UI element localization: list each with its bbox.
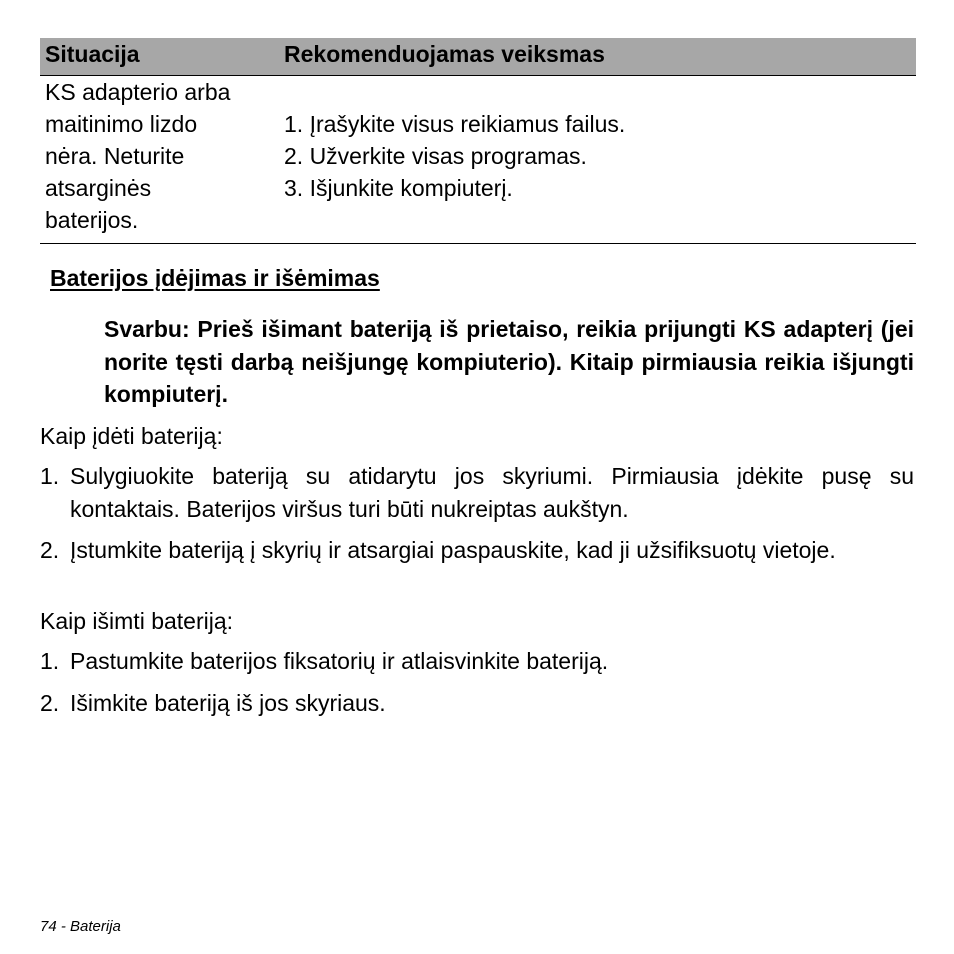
- section-title: Baterijos įdėjimas ir išėmimas: [50, 265, 380, 291]
- action-item: 2. Užverkite visas programas.: [284, 143, 587, 169]
- situation-line: atsarginės: [45, 175, 152, 201]
- situation-line: maitinimo lizdo: [45, 111, 198, 137]
- step-number: 1.: [40, 463, 60, 489]
- list-item: [40, 534, 914, 567]
- troubleshooting-table: [40, 38, 916, 244]
- table-header: [40, 38, 916, 76]
- header-recommended-action: Rekomenduojamas veiksmas: [284, 41, 605, 67]
- insert-steps: [40, 460, 914, 567]
- step-number: 1.: [40, 648, 60, 674]
- important-note: Svarbu: Prieš išimant bateriją iš prietaiso, reikia prijungti KS adapterį (jei norite tęsti darbą neišjungę kompiuterio). Kitaip pirmiausia reikia išjungti kompiuterį.: [104, 316, 914, 407]
- step-text: Išimkite bateriją iš jos skyriaus.: [70, 689, 386, 716]
- page-footer: 74 - Baterija: [40, 918, 121, 935]
- step-text: Įstumkite bateriją į skyrių ir atsargiai paspauskite, kad ji užsifiksuotų vietoje.: [70, 537, 836, 563]
- step-number: 2.: [40, 689, 60, 716]
- list-item: [40, 645, 914, 678]
- situation-line: baterijos.: [45, 207, 139, 233]
- list-item: [40, 687, 914, 720]
- remove-steps: [40, 645, 914, 719]
- situation-cell: [45, 76, 275, 236]
- actions-cell: [284, 108, 904, 204]
- step-text: Sulygiuokite bateriją su atidarytu jos skyriumi. Pirmiausia įdėkite pusę su kontaktais. Baterijos viršus turi būti nukreiptas aukštyn.: [70, 463, 914, 522]
- table-row: [40, 76, 916, 244]
- action-item: 3. Išjunkite kompiuterį.: [284, 175, 513, 201]
- remove-intro: Kaip išimti bateriją:: [40, 608, 234, 634]
- step-number: 2.: [40, 537, 60, 563]
- action-item: 1. Įrašykite visus reikiamus failus.: [284, 111, 626, 137]
- insert-intro: Kaip įdėti bateriją:: [40, 423, 223, 449]
- situation-line: KS adapterio arba: [45, 79, 231, 105]
- header-situation: Situacija: [45, 41, 140, 67]
- step-text: Pastumkite baterijos fiksatorių ir atlaisvinkite bateriją.: [70, 648, 609, 674]
- list-item: [40, 460, 914, 525]
- situation-line: nėra. Neturite: [45, 143, 185, 169]
